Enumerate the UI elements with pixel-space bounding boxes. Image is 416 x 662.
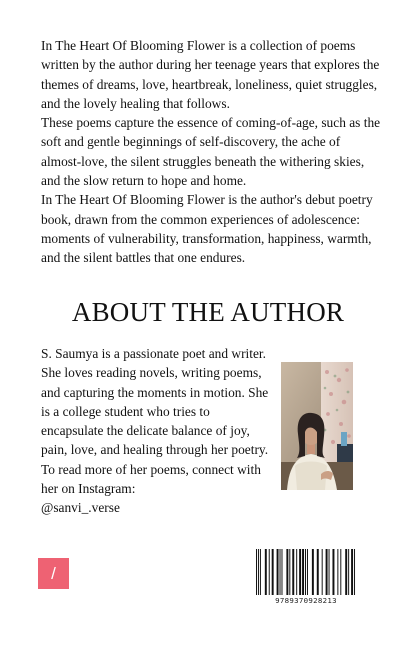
isbn-number: 9789370928213 (275, 596, 337, 605)
barcode-bar (292, 549, 294, 595)
barcode-bar (312, 549, 314, 595)
blurb-paragraph-3: In The Heart Of Blooming Flower is the author's debut poetry book, drawn from the common experiences of adolescence: moments of vulnerability, transformation, happiness, warmth, and the silent battles that one endures. (41, 192, 373, 266)
blurb-paragraph-1: In The Heart Of Blooming Flower is a collection of poems written by the author during her teenage years that explores the themes of dreams, love, heartbreak, loneliness, quiet struggles, and the lovely healing that follows. (41, 38, 380, 111)
author-bio-text: S. Saumya is a passionate poet and writer. She loves reading novels, writing poems, and capturing the moments in motion. She is a college student who tries to encapsulate the delicate balance of joy, pain, love, and healing through her poetry. (41, 346, 269, 458)
barcode-bar (329, 549, 330, 595)
author-bio (41, 344, 273, 518)
barcode-bar (305, 549, 306, 595)
publisher-logo-badge: / (38, 558, 69, 589)
back-cover-blurb (41, 36, 381, 268)
barcode-bar (286, 549, 288, 595)
author-contact-text: To read more of her poems, connect with her on Instagram: (41, 461, 261, 497)
barcode-bar (272, 549, 274, 595)
barcode-bar (351, 549, 353, 595)
barcode-bar (260, 549, 261, 595)
barcode-bar (317, 549, 319, 595)
barcode-bar (326, 549, 328, 595)
barcode-bar (307, 549, 308, 595)
barcode-bar (322, 549, 323, 595)
barcode-bar (277, 549, 279, 595)
author-photo-illustration (281, 362, 353, 490)
barcode-bar (269, 549, 270, 595)
barcode-bar (256, 549, 257, 595)
barcode-bar (299, 549, 301, 595)
about-author-heading: ABOUT THE AUTHOR (71, 297, 345, 327)
barcode-bar (281, 549, 282, 595)
barcode-bar (302, 549, 304, 595)
barcode-bar (337, 549, 338, 595)
barcode-bar (354, 549, 355, 595)
barcode-bar (332, 549, 334, 595)
isbn-barcode (256, 549, 356, 595)
barcode-bar (296, 549, 297, 595)
barcode-bar (289, 549, 290, 595)
author-photo (281, 362, 353, 490)
barcode-bar (258, 549, 259, 595)
barcode-bar (345, 549, 347, 595)
barcode-bar (348, 549, 349, 595)
barcode-bar (340, 549, 341, 595)
barcode-bar (265, 549, 267, 595)
barcode-bar (280, 549, 281, 595)
blurb-paragraph-2: These poems capture the essence of coming-of-age, such as the soft and gentle beginnings of self-discovery, the ache of almost-love, the silent struggles beneath the withering skies, and the slow return to hope and home. (41, 115, 381, 189)
instagram-handle: @sanvi_.verse (41, 500, 120, 516)
